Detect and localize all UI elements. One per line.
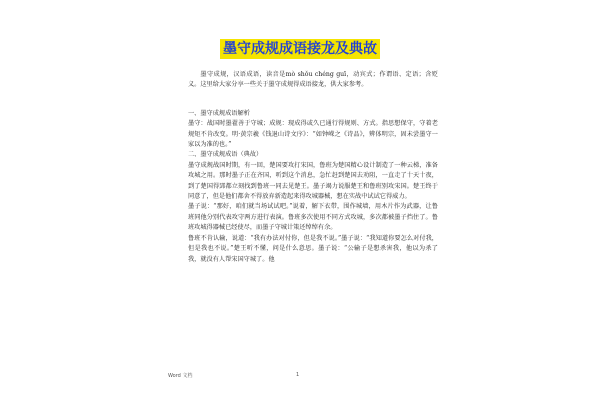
section-heading-1: 一、墨守成规成语解析 bbox=[188, 109, 250, 117]
title-area bbox=[0, 38, 600, 59]
document-title: 墨守成规成语接龙及典故 bbox=[220, 39, 380, 59]
paragraph: 鲁班不肯认输，说道：“我有办法对付你，但是我不说。”墨子说：“我知道你要怎么对付我，但是我也不说。”楚王听不懂，问是什么意思。墨子说：“公输子是想杀害我，他以为杀了我，就没有人帮宋国守城了。他 bbox=[188, 234, 438, 263]
paragraph: 墨守：战国时墨翟善于守城；成规：现成得或久已通行得规则、方式。指思想保守，守着老规矩不肯改变。明·黄宗羲《钱退山诗文序》：“如钟嵘之《诗品》，辨体明宗，固未尝墨守一家以为准的也。” bbox=[188, 120, 438, 149]
page-number: 1 bbox=[296, 372, 300, 378]
spacer bbox=[188, 91, 438, 109]
paragraph: 墨子说：“那好，咱们就当场试试吧。”说着，解下衣带，围作城墙，用木片作为武器，让鲁班同他分别代表攻守两方进行表演。鲁班多次使用不同方式攻城，多次都被墨子挡住了。鲁班攻城得器械已经使尽，而墨子守城计策还绰绰有余。 bbox=[188, 203, 438, 232]
document-body bbox=[188, 70, 438, 265]
section-heading-2: 二、墨守成规成语（典故） bbox=[188, 151, 263, 159]
intro-paragraph: 墨守成规，汉语成语，读音是mò shǒu chéng guī，动宾式；作谓语、定语；含贬义。这里给大家分享一些关于墨守成规得成语接龙，供大家参考。 bbox=[188, 71, 438, 89]
footer-label: Word 文档 bbox=[168, 373, 193, 379]
paragraph: 墨守成规战国时期，有一回，楚国要攻打宋国，鲁班为楚国精心设计制造了一种云梯，准备攻城之用。那时墨子正在齐国，听到这个消息，急忙赶到楚国去劝阻，一直走了十天十夜，到了楚国得郢都立刻找到鲁班一同去见楚王。墨子竭力说服楚王和鲁班别攻宋国。楚王终于同意了，但是他们都舍不得放弃新造起来得攻城器械，想在实战中试试它得威力。 bbox=[188, 161, 438, 201]
